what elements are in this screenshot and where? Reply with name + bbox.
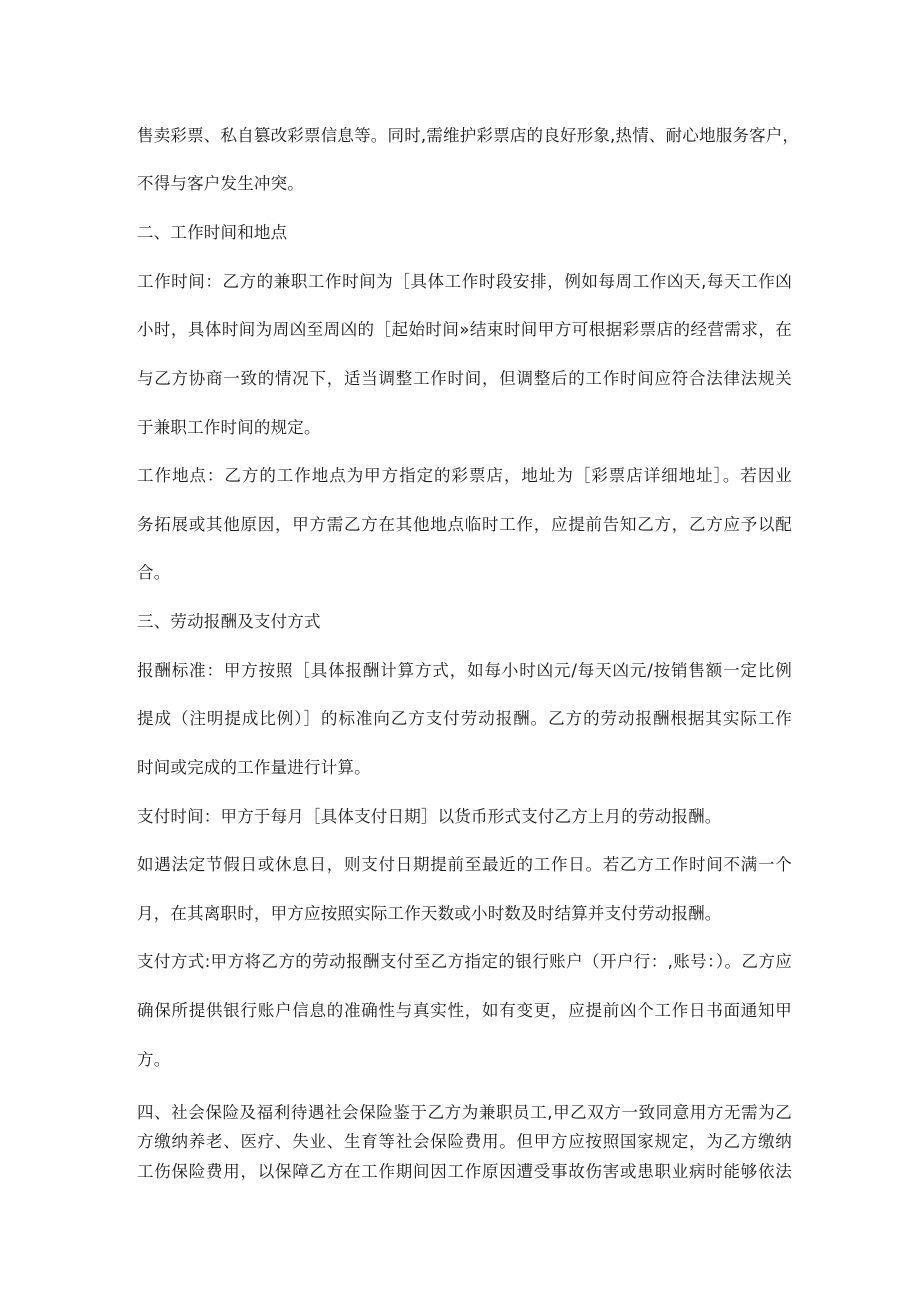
text-line-16: 如遇法定节假日或休息日，则支付日期提前至最近的工作日。若乙方工作时间不满一个 bbox=[137, 855, 792, 874]
section-heading-3: 三、劳动报酬及支付方式 bbox=[137, 612, 321, 631]
text-line-21: 四、社会保险及福利待遇社会保险鉴于乙方为兼职员工,甲乙双方一致同意用方无需为乙 bbox=[137, 1103, 792, 1122]
text-line-13: 提成（注明提成比例）］的标准向乙方支付劳动报酬。乙方的劳动报酬根据其实际工作 bbox=[137, 709, 792, 728]
text-line-20: 方。 bbox=[137, 1050, 171, 1069]
text-line-12: 报酬标准：甲方按照［具体报酬计算方式，如每小时凶元/每天凶元/按销售额一定比例 bbox=[137, 661, 792, 680]
text-line-19: 确保所提供银行账户信息的准确性与真实性，如有变更，应提前凶个工作日书面通知甲 bbox=[137, 1001, 792, 1020]
section-heading-2: 二、工作时间和地点 bbox=[137, 223, 288, 242]
text-line-2: 不得与客户发生冲突。 bbox=[137, 174, 304, 193]
text-line-9: 务拓展或其他原因，甲方需乙方在其他地点临时工作，应提前告知乙方，乙方应予以配 bbox=[137, 515, 792, 534]
text-line-17: 月，在其离职时，甲方应按照实际工作天数或小时数及时结算并支付劳动报酬。 bbox=[137, 904, 722, 923]
text-line-10: 合。 bbox=[137, 563, 171, 582]
text-line-18: 支付方式:甲方将乙方的劳动报酬支付至乙方指定的银行账户（开户行：,账号：）。乙方应 bbox=[137, 952, 792, 971]
text-line-23: 工伤保险费用，以保障乙方在工作期间因工作原因遭受事故伤害或患职业病时能够依法 bbox=[137, 1162, 792, 1181]
text-line-5: 小时，具体时间为周凶至周凶的［起始时间»结束时间甲方可根据彩票店的经营需求，在 bbox=[137, 320, 792, 339]
text-line-1: 售卖彩票、私自篡改彩票信息等。同时,需维护彩票店的良好形象,热情、耐心地服务客户， bbox=[137, 126, 800, 145]
text-line-15: 支付时间：甲方于每月［具体支付日期］以货币形式支付乙方上月的劳动报酬。 bbox=[137, 807, 722, 826]
text-line-14: 时间或完成的工作量进行计算。 bbox=[137, 758, 371, 777]
text-line-6: 与乙方协商一致的情况下，适当调整工作时间，但调整后的工作时间应符合法律法规关 bbox=[137, 369, 792, 388]
text-line-7: 于兼职工作时间的规定。 bbox=[137, 418, 321, 437]
text-line-22: 方缴纳养老、医疗、失业、生育等社会保险费用。但甲方应按照国家规定，为乙方缴纳 bbox=[137, 1132, 792, 1151]
text-line-8: 工作地点：乙方的工作地点为甲方指定的彩票店，地址为［彩票店详细地址］。若因业 bbox=[137, 466, 792, 485]
text-line-4: 工作时间：乙方的兼职工作时间为［具体工作时段安排，例如每周工作凶天,每天工作凶 bbox=[137, 272, 792, 291]
